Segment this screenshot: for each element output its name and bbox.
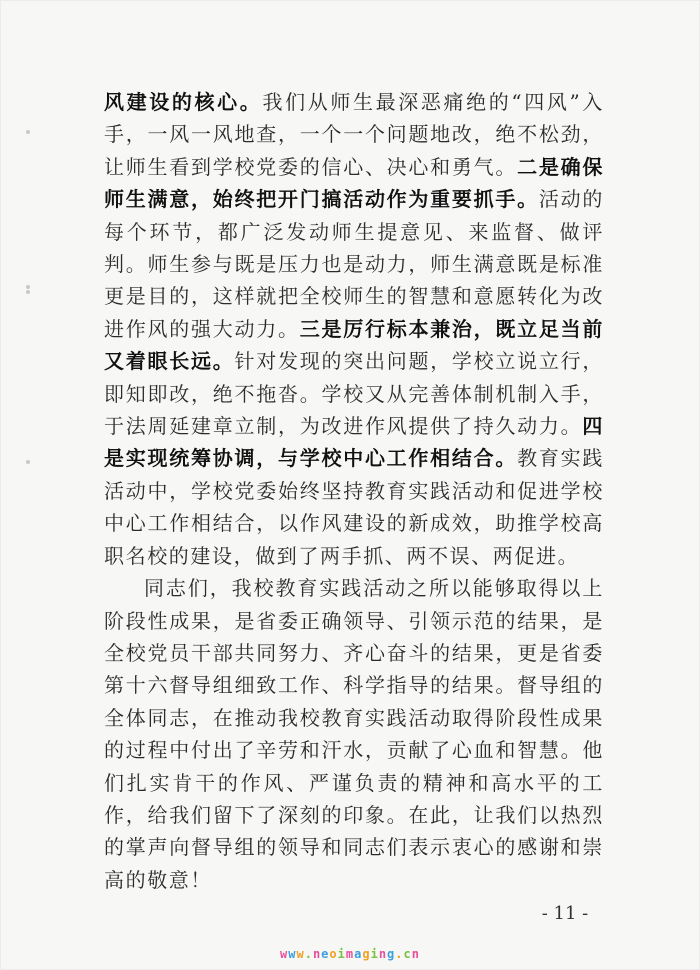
paragraph-1 xyxy=(104,86,604,572)
bold-phrase: 四是实现统筹协调，与学校中心工作相结合。 xyxy=(104,414,604,471)
text-run: 针对发现的突出问题，学校立说立行，即知即改，绝不拖沓。学校又从完善体制机制入手，于法周延建章立制，为改进作风提供了持久动力。 xyxy=(104,349,605,439)
binding-hole xyxy=(26,130,30,134)
binding-holes xyxy=(26,130,34,530)
paragraph-2 xyxy=(104,572,604,896)
body-text xyxy=(104,86,604,896)
watermark-text: www.neoimaging.cn xyxy=(280,947,420,961)
binding-hole xyxy=(26,460,30,464)
text-run: 活动的每个环节，都广泛发动师生提意见、来监督、做评判。师生参与既是压力也是动力，师生满意既是标准更是目的，这样就把全校师生的智慧和意愿转化为改进作风的强大动力。 xyxy=(104,187,604,341)
bold-phrase: 风建设的核心。 xyxy=(104,90,263,114)
watermark xyxy=(0,947,700,961)
binding-hole xyxy=(26,290,30,294)
bold-phrase: 三是厉行标本兼治，既立足当前又着眼长远。 xyxy=(104,316,605,374)
page-number: - 11 - xyxy=(541,903,589,924)
text-run: 同志们，我校教育实践活动之所以能够取得以上阶段性成果，是省委正确领导、引领示范的结果，是全校党员干部共同努力、齐心奋斗的结果，更是省委第十六督导组细致工作、科学指导的结果。督导组的全体同志，在推动我校教育实践活动取得阶段性成果的过程中付出了辛劳和汗水，贡献了心血和智慧。他们扎实肯干的作风、严谨负责的精神和高水平的工作，给我们留下了深刻的印象。在此，让我们以热烈的掌声向督导组的领导和同志们表示衷心的感谢和崇高的敬意！ xyxy=(104,576,604,892)
text-run: 教育实践活动中，学校党委始终坚持教育实践活动和促进学校中心工作相结合，以作风建设的新成效，助推学校高职名校的建设，做到了两手抓、两不误、两促进。 xyxy=(104,446,604,568)
binding-hole xyxy=(26,285,30,289)
bold-phrase: 二是确保师生满意，始终把开门搞活动作为重要抓手。 xyxy=(104,154,604,212)
text-run: 我们从师生最深恶痛绝的“四风”入手，一风一风地查，一个一个问题地改，绝不松劲，让师生看到学校党委的信心、决心和勇气。 xyxy=(104,90,604,179)
